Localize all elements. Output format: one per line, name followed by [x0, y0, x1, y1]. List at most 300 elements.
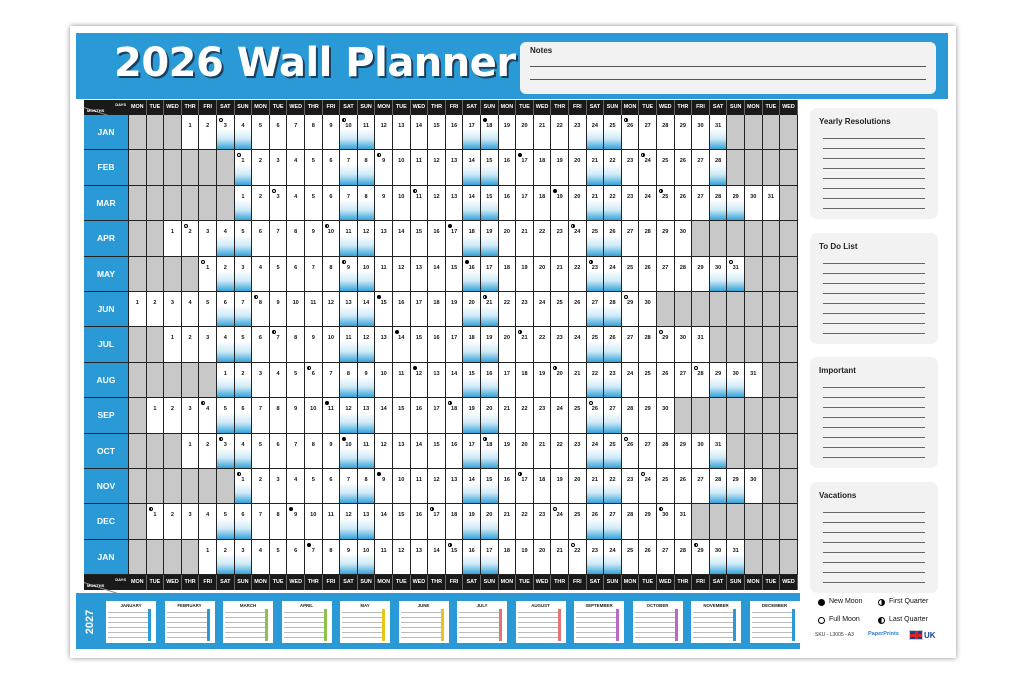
day-cell[interactable]	[375, 434, 393, 469]
day-cell[interactable]	[569, 221, 587, 256]
day-cell[interactable]	[358, 257, 376, 292]
day-cell[interactable]	[463, 150, 481, 185]
day-cell[interactable]	[305, 398, 323, 433]
day-cell[interactable]	[428, 540, 446, 575]
day-cell[interactable]	[375, 150, 393, 185]
notes-box[interactable]	[520, 42, 936, 94]
day-cell[interactable]	[639, 221, 657, 256]
day-cell[interactable]	[340, 434, 358, 469]
day-cell[interactable]	[199, 327, 217, 362]
day-cell[interactable]	[710, 469, 728, 504]
day-cell[interactable]	[551, 115, 569, 150]
day-cell[interactable]	[340, 398, 358, 433]
day-cell[interactable]	[375, 186, 393, 221]
day-cell[interactable]	[675, 115, 693, 150]
day-cell[interactable]	[411, 292, 429, 327]
day-cell[interactable]	[287, 398, 305, 433]
day-cell[interactable]	[199, 504, 217, 539]
day-cell[interactable]	[622, 292, 640, 327]
day-cell[interactable]	[534, 398, 552, 433]
day-cell[interactable]	[534, 469, 552, 504]
day-cell[interactable]	[411, 363, 429, 398]
day-cell[interactable]	[534, 150, 552, 185]
day-cell[interactable]	[569, 504, 587, 539]
important-box[interactable]	[810, 357, 938, 468]
day-cell[interactable]	[657, 469, 675, 504]
day-cell[interactable]	[287, 221, 305, 256]
day-cell[interactable]	[323, 469, 341, 504]
day-cell[interactable]	[639, 363, 657, 398]
day-cell[interactable]	[393, 115, 411, 150]
day-cell[interactable]	[604, 469, 622, 504]
day-cell[interactable]	[411, 221, 429, 256]
yearly-resolutions-box[interactable]	[810, 108, 938, 219]
day-cell[interactable]	[551, 150, 569, 185]
day-cell[interactable]	[481, 221, 499, 256]
day-cell[interactable]	[428, 327, 446, 362]
day-cell[interactable]	[411, 327, 429, 362]
day-cell[interactable]	[340, 115, 358, 150]
day-cell[interactable]	[551, 257, 569, 292]
day-cell[interactable]	[463, 186, 481, 221]
day-cell[interactable]	[516, 434, 534, 469]
day-cell[interactable]	[340, 504, 358, 539]
day-cell[interactable]	[534, 186, 552, 221]
day-cell[interactable]	[657, 115, 675, 150]
day-cell[interactable]	[305, 115, 323, 150]
day-cell[interactable]	[164, 292, 182, 327]
day-cell[interactable]	[551, 398, 569, 433]
day-cell[interactable]	[358, 398, 376, 433]
day-cell[interactable]	[323, 327, 341, 362]
day-cell[interactable]	[252, 434, 270, 469]
day-cell[interactable]	[393, 221, 411, 256]
day-cell[interactable]	[446, 504, 464, 539]
day-cell[interactable]	[235, 469, 253, 504]
day-cell[interactable]	[692, 434, 710, 469]
day-cell[interactable]	[446, 327, 464, 362]
day-cell[interactable]	[639, 115, 657, 150]
day-cell[interactable]	[411, 115, 429, 150]
day-cell[interactable]	[675, 363, 693, 398]
day-cell[interactable]	[516, 150, 534, 185]
day-cell[interactable]	[217, 115, 235, 150]
day-cell[interactable]	[534, 115, 552, 150]
day-cell[interactable]	[499, 434, 517, 469]
day-cell[interactable]	[622, 540, 640, 575]
day-cell[interactable]	[675, 186, 693, 221]
day-cell[interactable]	[499, 469, 517, 504]
day-cell[interactable]	[252, 292, 270, 327]
day-cell[interactable]	[164, 398, 182, 433]
day-cell[interactable]	[534, 504, 552, 539]
day-cell[interactable]	[287, 292, 305, 327]
day-cell[interactable]	[727, 540, 745, 575]
day-cell[interactable]	[305, 540, 323, 575]
day-cell[interactable]	[516, 504, 534, 539]
day-cell[interactable]	[446, 469, 464, 504]
day-cell[interactable]	[270, 504, 288, 539]
day-cell[interactable]	[551, 469, 569, 504]
day-cell[interactable]	[569, 150, 587, 185]
day-cell[interactable]	[745, 469, 763, 504]
day-cell[interactable]	[217, 292, 235, 327]
day-cell[interactable]	[463, 398, 481, 433]
day-cell[interactable]	[305, 257, 323, 292]
day-cell[interactable]	[692, 540, 710, 575]
day-cell[interactable]	[463, 115, 481, 150]
day-cell[interactable]	[481, 363, 499, 398]
day-cell[interactable]	[305, 150, 323, 185]
day-cell[interactable]	[182, 292, 200, 327]
day-cell[interactable]	[287, 115, 305, 150]
day-cell[interactable]	[182, 221, 200, 256]
day-cell[interactable]	[727, 257, 745, 292]
day-cell[interactable]	[587, 327, 605, 362]
day-cell[interactable]	[587, 540, 605, 575]
day-cell[interactable]	[182, 504, 200, 539]
day-cell[interactable]	[622, 221, 640, 256]
day-cell[interactable]	[375, 221, 393, 256]
day-cell[interactable]	[446, 257, 464, 292]
day-cell[interactable]	[516, 221, 534, 256]
day-cell[interactable]	[551, 186, 569, 221]
day-cell[interactable]	[499, 257, 517, 292]
day-cell[interactable]	[411, 434, 429, 469]
day-cell[interactable]	[534, 292, 552, 327]
day-cell[interactable]	[675, 504, 693, 539]
day-cell[interactable]	[657, 221, 675, 256]
day-cell[interactable]	[235, 504, 253, 539]
day-cell[interactable]	[534, 257, 552, 292]
day-cell[interactable]	[692, 257, 710, 292]
day-cell[interactable]	[323, 398, 341, 433]
day-cell[interactable]	[446, 292, 464, 327]
day-cell[interactable]	[375, 292, 393, 327]
day-cell[interactable]	[534, 540, 552, 575]
day-cell[interactable]	[235, 540, 253, 575]
day-cell[interactable]	[358, 292, 376, 327]
day-cell[interactable]	[516, 398, 534, 433]
day-cell[interactable]	[375, 327, 393, 362]
day-cell[interactable]	[217, 398, 235, 433]
day-cell[interactable]	[499, 221, 517, 256]
day-cell[interactable]	[675, 221, 693, 256]
day-cell[interactable]	[499, 115, 517, 150]
day-cell[interactable]	[252, 221, 270, 256]
day-cell[interactable]	[692, 115, 710, 150]
day-cell[interactable]	[657, 363, 675, 398]
day-cell[interactable]	[147, 504, 165, 539]
day-cell[interactable]	[323, 540, 341, 575]
day-cell[interactable]	[710, 257, 728, 292]
day-cell[interactable]	[587, 150, 605, 185]
day-cell[interactable]	[499, 186, 517, 221]
day-cell[interactable]	[199, 434, 217, 469]
day-cell[interactable]	[551, 292, 569, 327]
day-cell[interactable]	[235, 257, 253, 292]
day-cell[interactable]	[340, 292, 358, 327]
day-cell[interactable]	[358, 115, 376, 150]
day-cell[interactable]	[217, 504, 235, 539]
day-cell[interactable]	[587, 434, 605, 469]
day-cell[interactable]	[446, 540, 464, 575]
day-cell[interactable]	[411, 186, 429, 221]
day-cell[interactable]	[428, 292, 446, 327]
day-cell[interactable]	[446, 434, 464, 469]
day-cell[interactable]	[411, 540, 429, 575]
day-cell[interactable]	[499, 398, 517, 433]
day-cell[interactable]	[252, 540, 270, 575]
day-cell[interactable]	[287, 186, 305, 221]
day-cell[interactable]	[727, 186, 745, 221]
day-cell[interactable]	[217, 257, 235, 292]
day-cell[interactable]	[323, 150, 341, 185]
day-cell[interactable]	[217, 540, 235, 575]
day-cell[interactable]	[305, 221, 323, 256]
day-cell[interactable]	[516, 186, 534, 221]
day-cell[interactable]	[622, 115, 640, 150]
day-cell[interactable]	[710, 150, 728, 185]
day-cell[interactable]	[270, 186, 288, 221]
day-cell[interactable]	[411, 257, 429, 292]
day-cell[interactable]	[270, 434, 288, 469]
day-cell[interactable]	[358, 363, 376, 398]
day-cell[interactable]	[481, 257, 499, 292]
day-cell[interactable]	[569, 540, 587, 575]
day-cell[interactable]	[340, 257, 358, 292]
day-cell[interactable]	[463, 221, 481, 256]
day-cell[interactable]	[499, 540, 517, 575]
day-cell[interactable]	[375, 257, 393, 292]
day-cell[interactable]	[499, 327, 517, 362]
day-cell[interactable]	[675, 327, 693, 362]
day-cell[interactable]	[428, 221, 446, 256]
day-cell[interactable]	[358, 434, 376, 469]
day-cell[interactable]	[569, 363, 587, 398]
day-cell[interactable]	[252, 257, 270, 292]
day-cell[interactable]	[727, 363, 745, 398]
day-cell[interactable]	[323, 504, 341, 539]
day-cell[interactable]	[411, 398, 429, 433]
day-cell[interactable]	[692, 186, 710, 221]
day-cell[interactable]	[428, 150, 446, 185]
day-cell[interactable]	[270, 327, 288, 362]
day-cell[interactable]	[358, 221, 376, 256]
day-cell[interactable]	[587, 221, 605, 256]
day-cell[interactable]	[569, 434, 587, 469]
day-cell[interactable]	[622, 469, 640, 504]
day-cell[interactable]	[252, 469, 270, 504]
day-cell[interactable]	[428, 257, 446, 292]
day-cell[interactable]	[199, 540, 217, 575]
day-cell[interactable]	[569, 469, 587, 504]
day-cell[interactable]	[675, 150, 693, 185]
day-cell[interactable]	[428, 115, 446, 150]
day-cell[interactable]	[252, 504, 270, 539]
day-cell[interactable]	[305, 327, 323, 362]
day-cell[interactable]	[710, 434, 728, 469]
day-cell[interactable]	[428, 186, 446, 221]
day-cell[interactable]	[182, 434, 200, 469]
day-cell[interactable]	[270, 292, 288, 327]
day-cell[interactable]	[481, 327, 499, 362]
day-cell[interactable]	[323, 115, 341, 150]
day-cell[interactable]	[604, 398, 622, 433]
day-cell[interactable]	[622, 186, 640, 221]
day-cell[interactable]	[516, 115, 534, 150]
day-cell[interactable]	[375, 115, 393, 150]
day-cell[interactable]	[463, 469, 481, 504]
day-cell[interactable]	[604, 540, 622, 575]
day-cell[interactable]	[622, 257, 640, 292]
day-cell[interactable]	[358, 540, 376, 575]
day-cell[interactable]	[393, 540, 411, 575]
day-cell[interactable]	[375, 504, 393, 539]
day-cell[interactable]	[587, 292, 605, 327]
day-cell[interactable]	[340, 221, 358, 256]
day-cell[interactable]	[639, 504, 657, 539]
day-cell[interactable]	[235, 115, 253, 150]
day-cell[interactable]	[463, 292, 481, 327]
day-cell[interactable]	[340, 469, 358, 504]
day-cell[interactable]	[428, 504, 446, 539]
day-cell[interactable]	[393, 186, 411, 221]
day-cell[interactable]	[481, 504, 499, 539]
day-cell[interactable]	[393, 398, 411, 433]
day-cell[interactable]	[463, 434, 481, 469]
day-cell[interactable]	[692, 469, 710, 504]
day-cell[interactable]	[217, 434, 235, 469]
day-cell[interactable]	[551, 504, 569, 539]
day-cell[interactable]	[305, 186, 323, 221]
day-cell[interactable]	[323, 434, 341, 469]
day-cell[interactable]	[164, 327, 182, 362]
day-cell[interactable]	[199, 292, 217, 327]
day-cell[interactable]	[657, 434, 675, 469]
day-cell[interactable]	[499, 150, 517, 185]
day-cell[interactable]	[569, 327, 587, 362]
day-cell[interactable]	[375, 540, 393, 575]
day-cell[interactable]	[428, 434, 446, 469]
day-cell[interactable]	[235, 363, 253, 398]
day-cell[interactable]	[217, 221, 235, 256]
day-cell[interactable]	[657, 186, 675, 221]
day-cell[interactable]	[587, 363, 605, 398]
day-cell[interactable]	[587, 398, 605, 433]
day-cell[interactable]	[358, 327, 376, 362]
day-cell[interactable]	[199, 257, 217, 292]
day-cell[interactable]	[587, 469, 605, 504]
day-cell[interactable]	[516, 540, 534, 575]
day-cell[interactable]	[147, 292, 165, 327]
day-cell[interactable]	[323, 221, 341, 256]
day-cell[interactable]	[358, 469, 376, 504]
day-cell[interactable]	[569, 292, 587, 327]
day-cell[interactable]	[182, 115, 200, 150]
day-cell[interactable]	[481, 292, 499, 327]
day-cell[interactable]	[622, 327, 640, 362]
day-cell[interactable]	[235, 221, 253, 256]
day-cell[interactable]	[252, 327, 270, 362]
day-cell[interactable]	[428, 398, 446, 433]
day-cell[interactable]	[358, 504, 376, 539]
day-cell[interactable]	[587, 115, 605, 150]
day-cell[interactable]	[604, 115, 622, 150]
day-cell[interactable]	[270, 257, 288, 292]
day-cell[interactable]	[534, 221, 552, 256]
day-cell[interactable]	[393, 257, 411, 292]
vacations-box[interactable]	[810, 482, 938, 593]
day-cell[interactable]	[463, 363, 481, 398]
day-cell[interactable]	[639, 469, 657, 504]
day-cell[interactable]	[428, 363, 446, 398]
day-cell[interactable]	[375, 398, 393, 433]
day-cell[interactable]	[182, 327, 200, 362]
to-do-list-box[interactable]	[810, 233, 938, 344]
day-cell[interactable]	[235, 434, 253, 469]
day-cell[interactable]	[710, 363, 728, 398]
day-cell[interactable]	[393, 327, 411, 362]
day-cell[interactable]	[657, 150, 675, 185]
day-cell[interactable]	[305, 363, 323, 398]
day-cell[interactable]	[340, 150, 358, 185]
day-cell[interactable]	[217, 327, 235, 362]
day-cell[interactable]	[270, 540, 288, 575]
day-cell[interactable]	[692, 327, 710, 362]
day-cell[interactable]	[569, 115, 587, 150]
day-cell[interactable]	[604, 257, 622, 292]
day-cell[interactable]	[499, 504, 517, 539]
day-cell[interactable]	[657, 540, 675, 575]
day-cell[interactable]	[569, 257, 587, 292]
day-cell[interactable]	[252, 115, 270, 150]
day-cell[interactable]	[639, 327, 657, 362]
day-cell[interactable]	[657, 257, 675, 292]
day-cell[interactable]	[393, 150, 411, 185]
day-cell[interactable]	[534, 434, 552, 469]
day-cell[interactable]	[287, 327, 305, 362]
day-cell[interactable]	[604, 327, 622, 362]
day-cell[interactable]	[129, 292, 147, 327]
day-cell[interactable]	[287, 150, 305, 185]
day-cell[interactable]	[516, 257, 534, 292]
day-cell[interactable]	[692, 150, 710, 185]
day-cell[interactable]	[199, 221, 217, 256]
day-cell[interactable]	[551, 540, 569, 575]
day-cell[interactable]	[675, 434, 693, 469]
day-cell[interactable]	[393, 504, 411, 539]
day-cell[interactable]	[516, 363, 534, 398]
day-cell[interactable]	[340, 327, 358, 362]
day-cell[interactable]	[551, 327, 569, 362]
day-cell[interactable]	[235, 398, 253, 433]
day-cell[interactable]	[287, 434, 305, 469]
day-cell[interactable]	[446, 398, 464, 433]
day-cell[interactable]	[235, 150, 253, 185]
day-cell[interactable]	[287, 540, 305, 575]
day-cell[interactable]	[446, 150, 464, 185]
day-cell[interactable]	[287, 469, 305, 504]
day-cell[interactable]	[657, 398, 675, 433]
day-cell[interactable]	[604, 150, 622, 185]
day-cell[interactable]	[393, 469, 411, 504]
day-cell[interactable]	[287, 504, 305, 539]
day-cell[interactable]	[569, 186, 587, 221]
day-cell[interactable]	[270, 150, 288, 185]
day-cell[interactable]	[287, 363, 305, 398]
day-cell[interactable]	[411, 504, 429, 539]
